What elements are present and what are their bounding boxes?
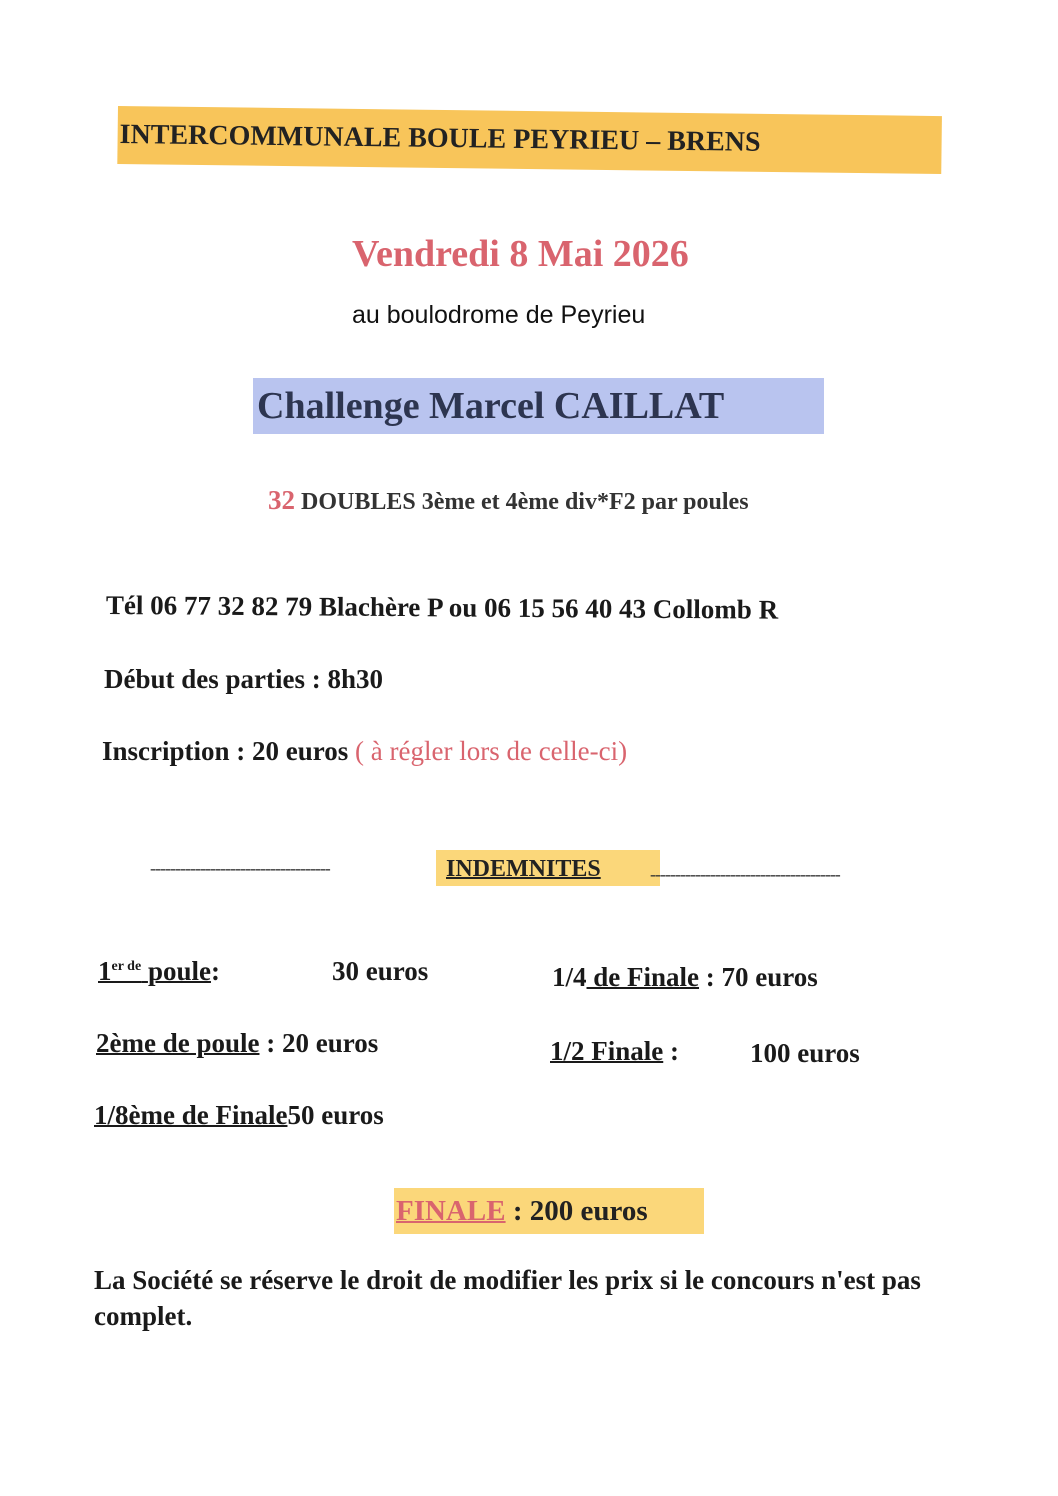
prize-half-final-label: 1/2 Finale xyxy=(550,1036,664,1066)
prize-eighth-final-value: 50 euros xyxy=(287,1100,384,1130)
prize-half-final-value: 100 euros xyxy=(750,1038,860,1068)
prize-eighth-final-label: 1/8ème de Finale xyxy=(94,1100,288,1130)
start-time: Début des parties : 8h30 xyxy=(104,664,384,694)
final-value: : 200 euros xyxy=(505,1195,648,1227)
prize-first-poule-label: $1^{er de}$ poule xyxy=(98,956,211,986)
prize-quarter-final-label: de Finale xyxy=(586,962,700,992)
prize-second-poule xyxy=(96,1028,378,1059)
indemnites-heading xyxy=(436,850,660,886)
registration-fee: Inscription : 20 euros xyxy=(102,736,349,766)
prize-half-final: 1/2 Finale : xyxy=(550,1036,679,1066)
disclaimer-note: La Société se réserve le droit de modifier les prix si le concours n'est pas complet. xyxy=(94,1265,921,1331)
prize-second-poule-value: : 20 euros xyxy=(266,1028,379,1058)
indemnites-label: INDEMNITES xyxy=(446,856,601,882)
divider-right: -------------------------------------- xyxy=(650,864,840,884)
format-text: DOUBLES 3ème et 4ème div*F2 par poules xyxy=(301,489,749,515)
contact-phone: Tél 06 77 32 82 79 Blachère P ou 06 15 56 40 43 Collomb R xyxy=(105,590,779,625)
event-date: Vendredi 8 Mai 2026 xyxy=(352,233,689,275)
prize-first-poule: $1^{er de}$ poule: xyxy=(98,956,220,986)
competition-format xyxy=(268,485,749,516)
event-venue: au boulodrome de Peyrieu xyxy=(352,301,646,329)
event-title: INTERCOMMUNALE BOULE PEYRIEU – BRENS xyxy=(117,106,942,174)
final-label: FINALE xyxy=(396,1195,506,1227)
prize-quarter-final-value: : 70 euros xyxy=(705,962,818,992)
prize-second-poule-label: 2ème de poule xyxy=(96,1028,260,1058)
final-prize xyxy=(394,1188,704,1234)
prize-quarter-final: 1/4 de Finale : 70 euros xyxy=(552,962,818,992)
prize-eighth-final xyxy=(94,1100,384,1131)
divider-left: ------------------------------------ xyxy=(150,858,330,878)
registration xyxy=(102,736,627,767)
challenge-name: Challenge Marcel CAILLAT xyxy=(253,378,824,434)
format-number: 32 xyxy=(268,485,295,515)
prize-first-poule-value: 30 euros xyxy=(332,956,429,986)
registration-note: ( à régler lors de celle-ci) xyxy=(355,736,628,766)
